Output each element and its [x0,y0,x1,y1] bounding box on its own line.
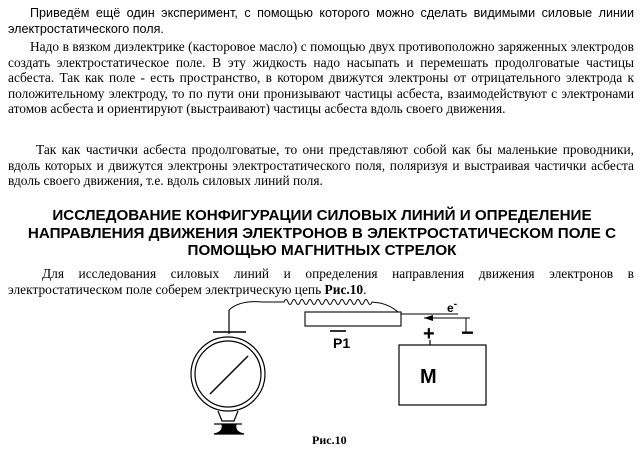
figure-caption: Рис.10 [312,433,347,447]
intro-end: . [363,281,367,297]
conductor-plate [305,312,401,326]
figure-reference: Рис.10 [324,281,364,297]
circuit-figure [0,290,644,435]
coil-wire [229,300,398,313]
meter-label: M [420,366,437,388]
paragraph-3: Так как частички асбеста продолговатые, то они представляют собой как бы маленькие проводники, вдоль которых и движутся электроны электростатического поля, поляризуя и выстраивая частички асбеста вдоль своего движения, т.е. вдоль силовых линий поля. [8,142,634,189]
electron-label: e- [447,299,458,315]
section-heading: ИССЛЕДОВАНИЕ КОНФИГУРАЦИИ СИЛОВЫХ ЛИНИЙ И ОПРЕДЕЛЕНИЕ НАПРАВЛЕНИЯ ДВИЖЕНИЯ ЭЛЕКТРОНОВ В ЭЛЕКТРОСТАТИЧЕСКОМ ПОЛЕ С ПОМОЩЬЮ МАГНИТНЫХ СТРЕЛОК [27,207,617,259]
paragraph-1: Приведём ещё один эксперимент, с помощью которого можно сделать видимыми силовые линии электростатического поля. [8,6,634,36]
minus-terminal: − [461,320,474,345]
plus-terminal: + [423,323,435,345]
paragraph-2: Надо в вязком диэлектрике (касторовое масло) с помощью двух противоположно заряженных электродов создать электростатическое поле. В эту жидкость надо насыпать и перемешать продолговатые частицы асбеста. Так как поле - есть пространство, в котором движутся электроны от отрицательного электрода к положительному электроду, то по пути они пронизывают частицы асбеста, взаимодействуют с электронами атомов асбеста и ориентируют (выстраивают) частицы асбеста вдоль своего движения. [8,39,634,117]
intro-text: Для исследования силовых линий и определения направления движения электронов в электростатическом поле соберем электрическую цепь [8,266,634,297]
electroscope [191,310,265,434]
meter-box [399,345,486,405]
switch-label: P1 [333,335,351,351]
